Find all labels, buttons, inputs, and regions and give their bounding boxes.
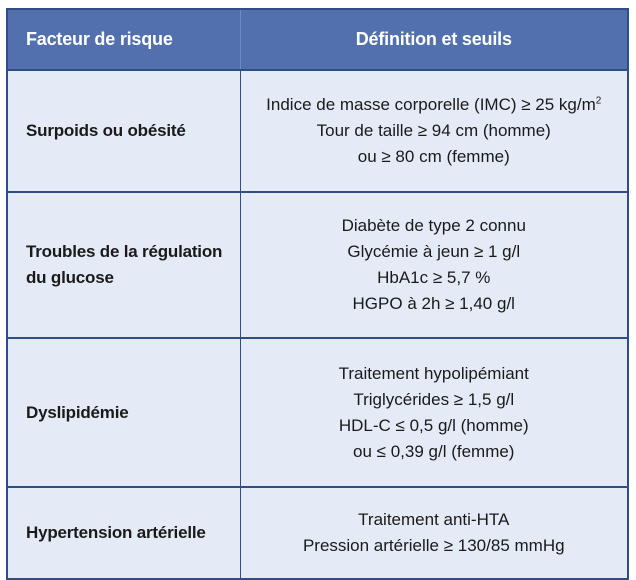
definition-cell [240,487,628,579]
table-row [7,70,628,192]
header-risk-factor: Facteur de risque [7,9,240,70]
factor-cell: Hypertension artérielle [7,487,240,579]
definition-line: HGPO à 2h ≥ 1,40 g/l [352,294,515,313]
factor-line: Troubles de la régulation [26,242,223,261]
definition-cell [240,192,628,338]
risk-factor-table [6,8,629,580]
definition-line [241,92,628,118]
header-definition-thresholds: Définition et seuils [240,9,628,70]
definition-line: HDL-C ≤ 0,5 g/l (homme) [338,415,529,435]
definition-text: Indice de masse corporelle (IMC) ≥ 25 kg/m [266,95,596,114]
definition-line: Tour de taille ≥ 94 cm (homme) [316,121,551,140]
definition-line: Pression artérielle ≥ 130/85 mmHg [302,536,565,555]
definition-line: Traitement hypolipémiant [338,363,529,383]
table-row [7,192,628,338]
definition-line: HbA1c ≥ 5,7 % [377,268,491,287]
definition-line: Glycémie à jeun ≥ 1 g/l [347,242,521,261]
superscript: 2 [595,95,602,107]
definition-line: Traitement anti-HTA [358,510,510,529]
definition-line: Diabète de type 2 connu [341,216,526,235]
definition-cell [240,70,628,192]
factor-line: du glucose [26,268,114,287]
factor-cell: Dyslipidémie [7,338,240,487]
definition-cell [240,338,628,487]
factor-cell [7,192,240,338]
definition-line: ou ≥ 80 cm (femme) [357,147,510,166]
table-row [7,338,628,487]
table-row [7,487,628,579]
table-header-row [7,9,628,70]
definition-line: ou ≤ 0,39 g/l (femme) [353,441,515,461]
definition-line: Triglycérides ≥ 1,5 g/l [353,389,515,409]
factor-cell: Surpoids ou obésité [7,70,240,192]
